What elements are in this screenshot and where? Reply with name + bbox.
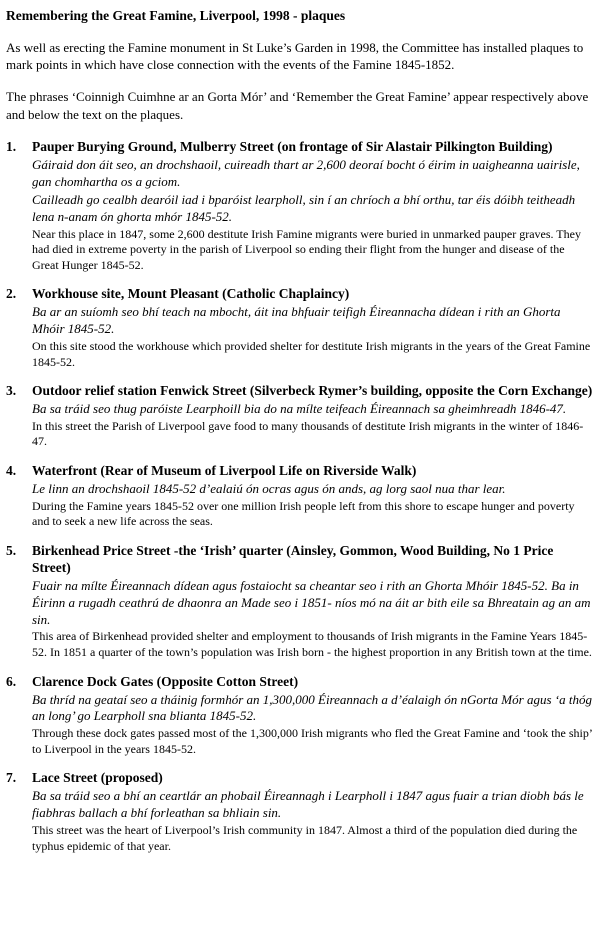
plaque-irish-text: Ba thríd na geataí seo a tháinig formhór an 1,300,000 Éireannach a d’éalaigh ón nGorta Mór agus ‘a thóg an long’ go Learpholl sna blianta 1845-52. xyxy=(32,691,592,724)
plaque-irish-text: Ba ar an suíomh seo bhí teach na mbocht, áit ina bhfuair teifigh Éireannacha dídean i rith an Ghorta Mhóir 1845-52. xyxy=(32,304,561,337)
plaque-heading: Clarence Dock Gates (Opposite Cotton Street) xyxy=(32,673,299,689)
intro-paragraph-1: As well as erecting the Famine monument in St Luke’s Garden in 1998, the Committee has installed plaques to mark points in which have close connection with the events of the Famine 1845-1852. xyxy=(6,39,584,73)
plaque-irish-text: Gáiraid don áit seo, an drochshaoil, cuireadh thart ar 2,600 deoraí bocht ó éirim in uaigheanna uairisle, gan chomhartha os a gciom. xyxy=(32,156,580,189)
list-item xyxy=(6,139,593,273)
plaque-irish-text: Fuair na mílte Éireannach dídean agus fostaiocht sa cheantar seo i rith an Ghorta Mhóir 1845-52. Ba in Éirinn a rugadh ceathrú de dhaonra an Made seo i 1851- níos mó na áit ar bith eile sa Bhreatain ag an am sin. xyxy=(32,577,591,627)
plaque-english-text: On this site stood the workhouse which provided shelter for destitute Irish migrants in the years of the Great Famine 1845-52. xyxy=(32,338,591,369)
plaque-irish-text: Ba sa tráid seo a bhí an ceartlár an phobail Éireannagh i Learpholl i 1847 agus fuair a trian diobh bás le fiabhras ballach a bhí forleathan sa bhliain sin. xyxy=(32,788,584,821)
plaque-heading: Lace Street (proposed) xyxy=(32,770,163,786)
plaque-irish-text: Le linn an drochshaoil 1845-52 d’ealaiú ón ocras agus ón ands, ag lorg saol nua thar lear. xyxy=(32,480,506,496)
plaque-english-text: Near this place in 1847, some 2,600 destitute Irish Famine migrants were buried in unmarked pauper graves. They had died in extreme poverty in the parish of Liverpool so ending their flight from the hunger and disease of the Great Hunger 1845-52. xyxy=(32,226,581,272)
plaque-english-text: This street was the heart of Liverpool’s Irish community in 1847. Almost a third of the population died during the typhus epidemic of that year. xyxy=(32,823,578,853)
plaque-heading: Pauper Burying Ground, Mulberry Street (on frontage of Sir Alastair Pilkington Building) xyxy=(32,139,553,155)
plaque-irish-text: Ba sa tráid seo thug paróiste Learphoill bia do na mílte teifeach Éireannach sa gheimhreadh 1846-47. xyxy=(32,401,567,416)
plaque-english-text: This area of Birkenhead provided shelter and employment to thousands of Irish migrants in the Famine Years 1845-52. In 1851 a quarter of the town’s population was Irish born - the highest proportion in any British town at the time. xyxy=(32,629,592,660)
plaque-list xyxy=(6,139,593,854)
list-item xyxy=(6,770,593,854)
plaque-english-text: Through these dock gates passed most of the 1,300,000 Irish migrants who fled the Great Famine and ‘took the ship’ to Liverpool in the years 1845-52. xyxy=(32,726,592,756)
plaque-heading: Birkenhead Price Street -the ‘Irish’ quarter (Ainsley, Gommon, Wood Building, No 1 Price Street) xyxy=(32,543,554,575)
page-title: Remembering the Great Famine, Liverpool, 1998 - plaques xyxy=(6,8,346,23)
list-item xyxy=(6,543,593,661)
list-item xyxy=(6,463,593,530)
plaque-heading: Workhouse site, Mount Pleasant (Catholic Chaplaincy) xyxy=(32,286,350,302)
intro-paragraph-2: The phrases ‘Coinnigh Cuimhne ar an Gorta Mór’ and ‘Remember the Great Famine’ appear respectively above and below the text on the plaques. xyxy=(6,88,589,122)
list-item xyxy=(6,674,593,758)
plaque-heading: Waterfront (Rear of Museum of Liverpool Life on Riverside Walk) xyxy=(32,463,417,479)
plaque-english-text: In this street the Parish of Liverpool gave food to many thousands of destitute Irish migrants in the winter of 1846-47. xyxy=(32,418,584,449)
list-item xyxy=(6,286,593,370)
plaque-irish-text: Cailleadh go cealbh dearóil iad i bparóist learpholl, sin í an chríoch a bhí orthu, tar éis dóibh teitheadh lena n-anam ón ghorta mhór 1845-52. xyxy=(32,191,576,224)
plaque-heading: Outdoor relief station Fenwick Street (Silverbeck Rymer’s building, opposite the Corn Exchange) xyxy=(32,383,593,399)
list-item xyxy=(6,383,593,450)
plaque-english-text: During the Famine years 1845-52 over one million Irish people left from this shore to escape hunger and poverty and to seek a new life across the seas. xyxy=(32,498,575,529)
